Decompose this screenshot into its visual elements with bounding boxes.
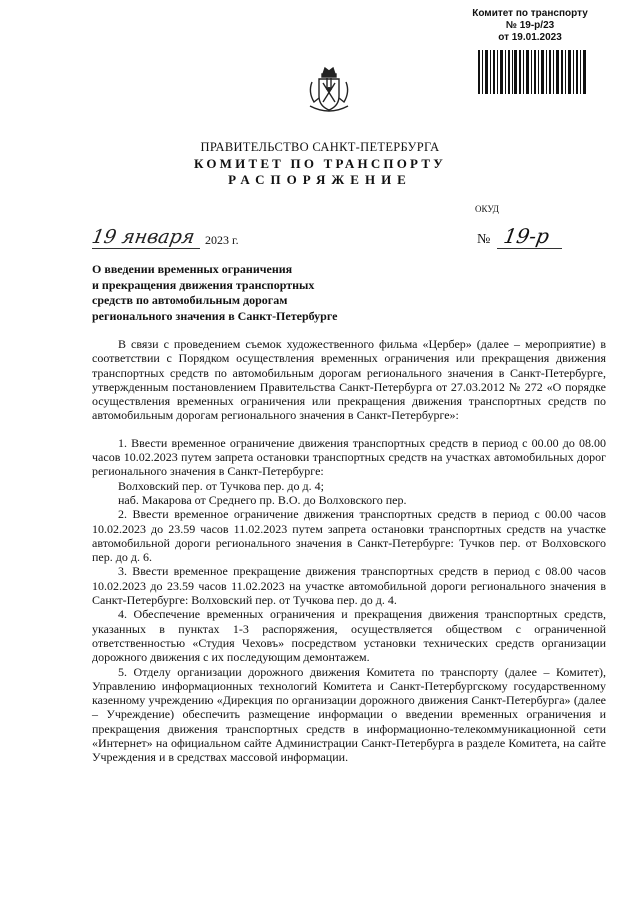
stamp-line-1: Комитет по транспорту — [472, 8, 588, 19]
date-number-row — [92, 226, 562, 252]
item-4: 4. Обеспечение временных ограничения и прекращения движения транспортных средств, указанных в пунктах 1-3 распоряжения, осуществляется обществом с ограниченной ответственностью «Студия Чеховъ» посредством установки технических средств организации дорожного движения с их последующим демонтажем. — [92, 607, 606, 665]
item-5: 5. Отделу организации дорожного движения Комитета по транспорту (далее – Комитет), Управлению информационных технологий Комитета и Санкт-Петербургскому государственному казенному учреждению «Дирекция по организации дорожного движения Санкт-Петербурга» (далее – Учреждение) обеспечить размещение информации о введении временных ограничения и прекращения движения транспортных средств в информационно-телекоммуникационной сети «Интернет» на официальном сайте Администрации Санкт-Петербурга в разделе Комитета, на сайте Учреждения и в средствах массовой информации. — [92, 664, 606, 765]
stamp-line-2: № 19-р/23 — [505, 20, 555, 31]
title-line: и прекращения движения транспортных — [92, 277, 315, 292]
item-3: 3. Ввести временное прекращение движения транспортных средств в период с 08.00 часов 10.02.2023 до 23.59 часов 11.02.2023 на участке автомобильной дороги регионального значения в Санкт-Петербурге: Волховский пер. от Тучкова пер. до д. 4. — [92, 564, 606, 608]
title-line: О введении временных ограничения — [92, 262, 293, 276]
okud-label: ОКУД — [475, 204, 499, 214]
item-1-street-a: Волховский пер. от Тучкова пер. до д. 4; — [118, 478, 324, 493]
number-label: № — [477, 232, 491, 247]
coat-of-arms-emblem — [306, 64, 352, 118]
number-underline — [497, 248, 562, 249]
title-line: регионального значения в Санкт-Петербурге — [92, 308, 338, 323]
handwritten-number: 19-р — [501, 224, 552, 248]
barcode — [478, 50, 588, 94]
stamp-line-3: от 19.01.2023 — [498, 32, 562, 43]
item-2: 2. Ввести временное ограничение движения транспортных средств в период с 00.00 часов 10.02.2023 до 23.59 часов 11.02.2023 путем запрета остановки транспортных средств на участке автомобильной дороги регионального значения в Санкт-Петербурге: Тучков пер. от Волховского пер. до д. 6. — [92, 507, 606, 565]
document-title — [92, 262, 337, 324]
title-line: средств по автомобильным дорогам — [92, 293, 288, 307]
date-underline — [92, 248, 200, 249]
date-year: 2023 г. — [205, 233, 239, 247]
document-body — [92, 337, 606, 765]
document-type-heading: РАСПОРЯЖЕНИЕ — [228, 172, 412, 187]
handwritten-date: 19 января — [90, 226, 197, 248]
registration-stamp — [460, 8, 600, 44]
item-1: 1. Ввести временное ограничение движения транспортных средств в период с 00.00 до 08.00 часов 10.02.2023 путем запрета остановки транспортных средств на участках автомобильных дорог регионального значения в Санкт-Петербурге: — [92, 435, 606, 479]
government-heading: ПРАВИТЕЛЬСТВО САНКТ-ПЕТЕРБУРГА — [200, 140, 440, 154]
item-1-street-b: наб. Макарова от Среднего пр. В.О. до Волховского пер. — [118, 492, 407, 507]
committee-heading: КОМИТЕТ ПО ТРАНСПОРТУ — [194, 156, 446, 171]
preamble-paragraph: В связи с проведением съемок художественного фильма «Цербер» (далее – мероприятие) в соответствии с Порядком осуществления временных ограничения или прекращения движения транспортных средств по автомобильным дорогам регионального значения в Санкт-Петербурге, утвержденным постановлением Правительства Санкт-Петербурга от 27.03.2012 № 272 «О порядке осуществления временных ограничения или прекращения движения транспортных средств по автомобильным дорогам регионального значения в Санкт-Петербурге»: — [92, 337, 606, 423]
